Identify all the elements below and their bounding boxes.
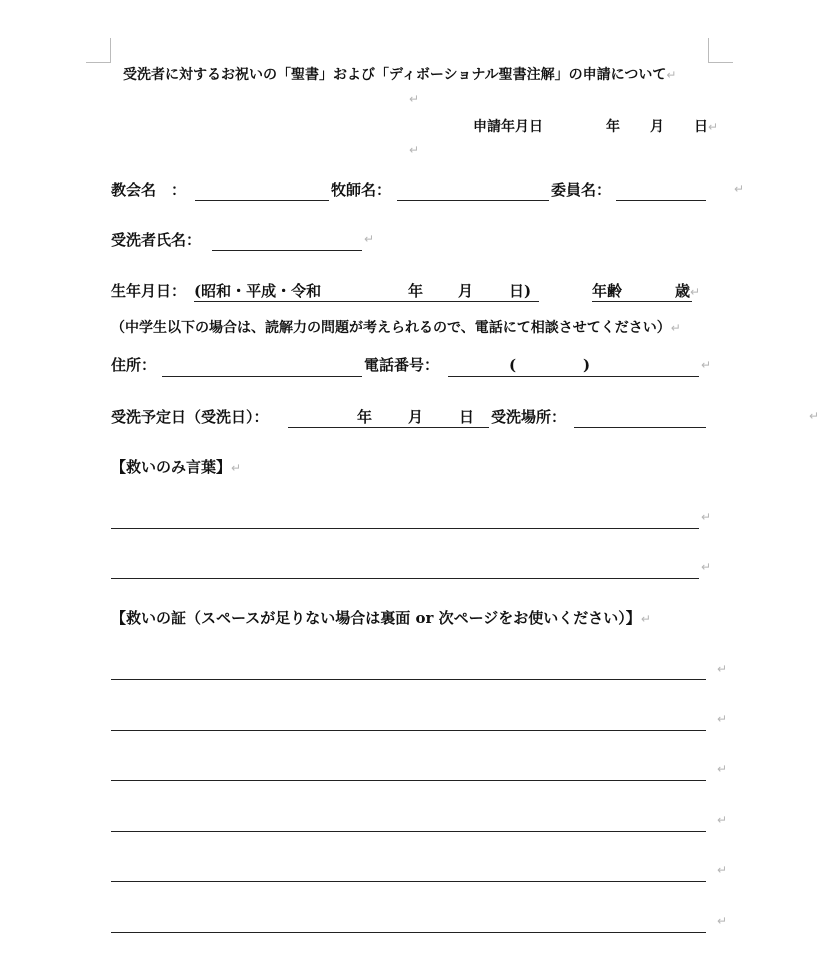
junior-high-note: （中学生以下の場合は、読解力の問題が考えられるので、電話にて相談させてください）↵: [111, 320, 681, 336]
return-mark: ↵: [734, 182, 745, 196]
testimony-line[interactable]: [111, 730, 706, 731]
baptism-month-unit: 月: [408, 408, 424, 426]
testimony-heading: 【救いの証（スペースが足りない場合は裏面 or 次ページをお使いください）】↵: [111, 609, 651, 627]
pastor-name-label: 牧師名：: [331, 181, 392, 199]
salvation-word-line[interactable]: [111, 578, 699, 579]
pastor-name-field[interactable]: [397, 200, 549, 201]
birth-era-options: (昭和・平成・令和: [194, 282, 322, 300]
return-mark: ↵: [717, 813, 728, 827]
return-mark: ↵: [809, 409, 820, 423]
application-date-year: 年: [606, 119, 620, 135]
return-mark: ↵: [666, 68, 677, 82]
baptism-date-field[interactable]: [288, 427, 489, 428]
baptized-name-field[interactable]: [212, 250, 362, 251]
address-label: 住所：: [111, 356, 157, 374]
testimony-line[interactable]: [111, 932, 706, 933]
birth-day-unit: 日): [509, 282, 532, 300]
document-title: 受洗者に対するお祝いの「聖書」および「ディボーショナル聖書注解」の申請について↵: [123, 67, 677, 83]
return-mark: ↵: [640, 612, 651, 626]
return-mark: ↵: [701, 510, 712, 524]
phone-field[interactable]: [448, 376, 699, 377]
baptism-day-unit: 日: [459, 408, 475, 426]
committee-name-label: 委員名：: [551, 181, 612, 199]
return-mark: ↵: [690, 285, 701, 299]
phone-area-open: (: [509, 356, 517, 374]
return-mark: ↵: [717, 662, 728, 676]
return-mark: ↵: [231, 461, 242, 475]
testimony-line[interactable]: [111, 780, 706, 781]
return-mark: ↵: [717, 762, 728, 776]
return-mark: ↵: [717, 914, 728, 928]
return-mark: ↵: [717, 863, 728, 877]
return-mark: ↵: [708, 120, 719, 134]
birth-date-label: 生年月日：: [111, 282, 187, 300]
testimony-line[interactable]: [111, 881, 706, 882]
phone-area-close: ): [583, 356, 591, 374]
baptism-place-label: 受洗場所：: [491, 408, 567, 426]
birth-date-field[interactable]: [194, 301, 539, 302]
birth-year-unit: 年: [408, 282, 424, 300]
return-mark: ↵: [717, 712, 728, 726]
church-name-field[interactable]: [195, 200, 329, 201]
salvation-word-heading: 【救いのみ言葉】↵: [111, 458, 242, 476]
baptism-place-field[interactable]: [574, 427, 706, 428]
margin-corner-top-left: [86, 38, 111, 63]
return-mark: ↵: [409, 92, 420, 106]
birth-month-unit: 月: [458, 282, 474, 300]
margin-corner-top-right: [708, 38, 733, 63]
baptism-date-label: 受洗予定日（受洗日）：: [111, 408, 269, 426]
baptism-year-unit: 年: [357, 408, 373, 426]
testimony-line[interactable]: [111, 679, 706, 680]
age-label: 年齢: [592, 282, 623, 300]
application-date-label: 申請年月日: [473, 119, 543, 135]
return-mark: ↵: [364, 232, 375, 246]
committee-name-field[interactable]: [616, 200, 706, 201]
return-mark: ↵: [701, 560, 712, 574]
address-field[interactable]: [162, 376, 362, 377]
application-date-month: 月: [650, 119, 664, 135]
church-name-label: 教会名 ：: [111, 181, 187, 199]
baptized-name-label: 受洗者氏名：: [111, 231, 202, 249]
phone-label: 電話番号：: [364, 356, 440, 374]
salvation-word-line[interactable]: [111, 528, 699, 529]
return-mark: ↵: [409, 143, 420, 157]
age-unit: 歳↵: [675, 282, 701, 300]
testimony-line[interactable]: [111, 831, 706, 832]
age-field[interactable]: [592, 301, 692, 302]
return-mark: ↵: [670, 321, 681, 335]
application-date-day: 日↵: [694, 119, 719, 135]
return-mark: ↵: [701, 358, 712, 372]
